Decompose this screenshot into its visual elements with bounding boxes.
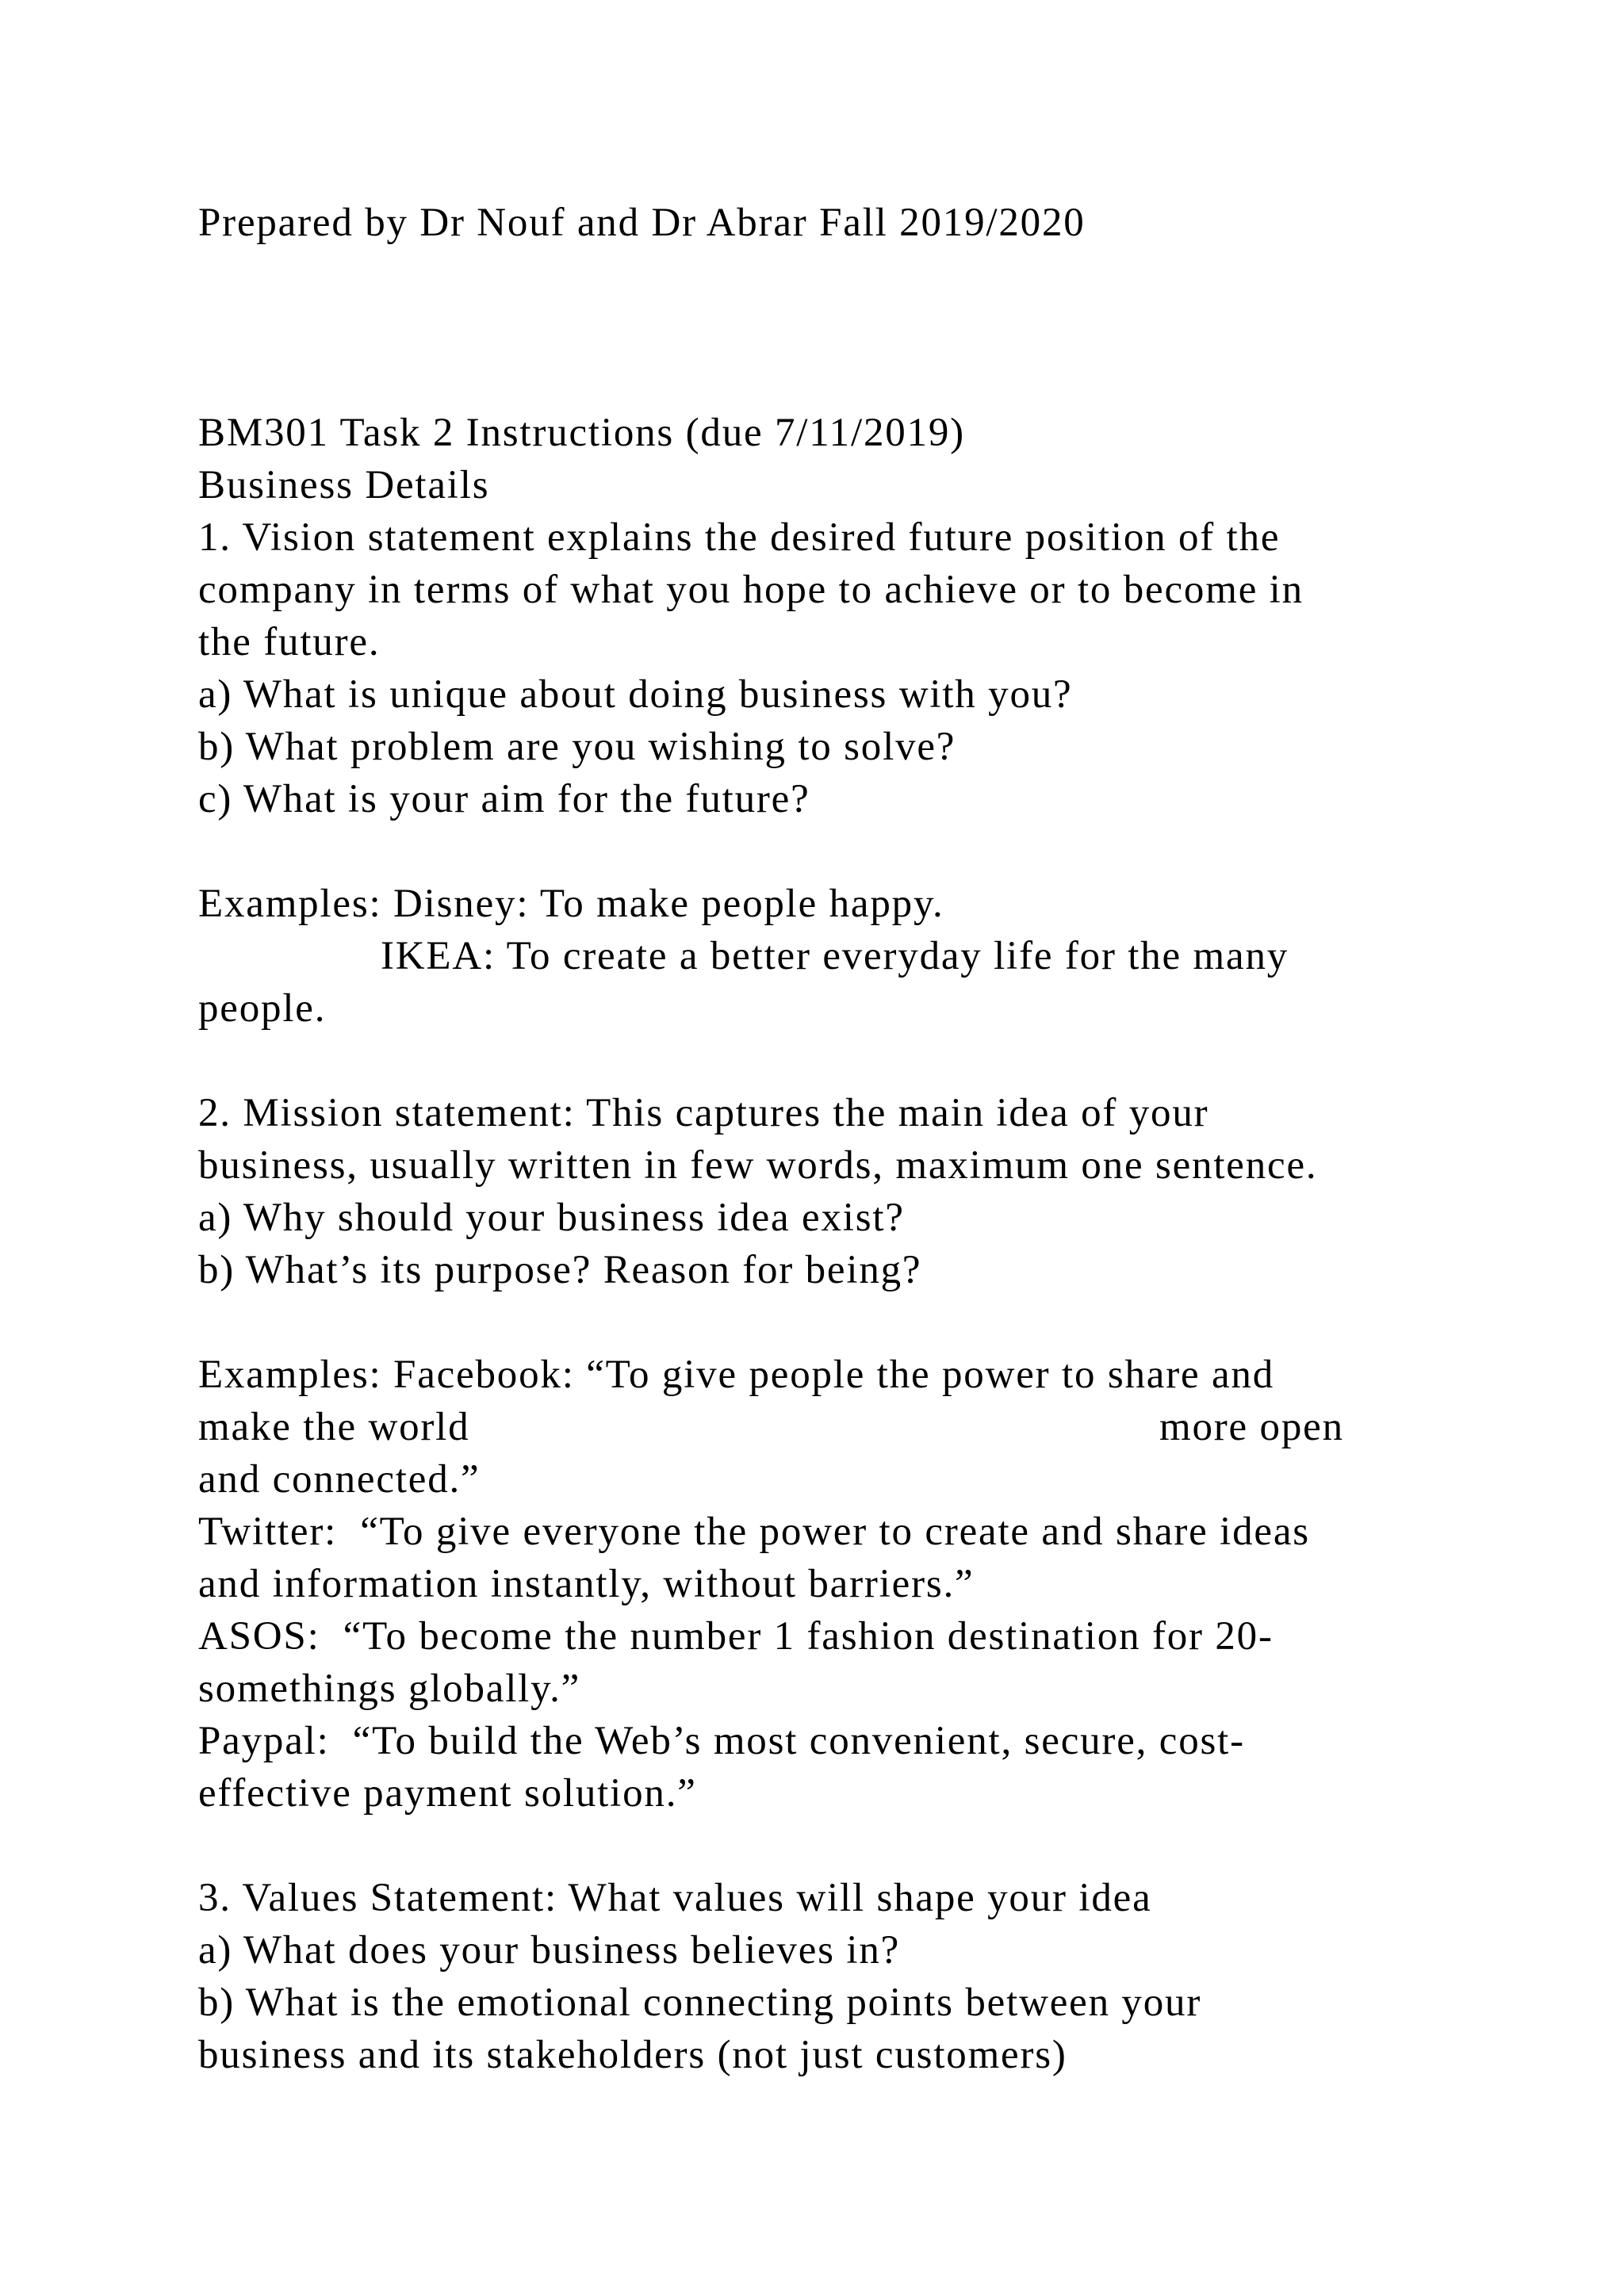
task-title: BM301 Task 2 Instructions (due 7/11/2019) — [198, 411, 965, 455]
mission-text-line-2: business, usually written in few words, maximum one sentence. — [198, 1143, 1318, 1188]
paypal-example-line-2: effective payment solution.” — [198, 1771, 697, 1816]
values-question-b-line-2: business and its stakeholders (not just customers) — [198, 2033, 1067, 2077]
vision-examples-line-3: people. — [198, 986, 327, 1031]
twitter-example-line-2: and information instantly, without barriers.” — [198, 1562, 975, 1606]
mission-question-a: a) Why should your business idea exist? — [198, 1196, 905, 1240]
mission-question-b: b) What’s its purpose? Reason for being? — [198, 1248, 922, 1292]
mission-examples-line-2b: more open — [1159, 1405, 1344, 1449]
values-text-line-1: 3. Values Statement: What values will shape your idea — [198, 1876, 1152, 1920]
prepared-by-line: Prepared by Dr Nouf and Dr Abrar Fall 2019/2020 — [198, 201, 1086, 245]
asos-example-line-1: ASOS: “To become the number 1 fashion destination for 20- — [198, 1614, 1274, 1659]
mission-examples-line-1: Examples: Facebook: “To give people the power to share and — [198, 1353, 1275, 1397]
asos-example-line-2: somethings globally.” — [198, 1667, 581, 1711]
values-question-b-line-1: b) What is the emotional connecting points between your — [198, 1980, 1202, 2025]
vision-examples-line-1: Examples: Disney: To make people happy. — [198, 882, 944, 926]
vision-question-c: c) What is your aim for the future? — [198, 777, 810, 821]
mission-text-line-1: 2. Mission statement: This captures the main idea of your — [198, 1091, 1209, 1135]
mission-examples-line-2a: make the world — [198, 1405, 470, 1449]
vision-question-b: b) What problem are you wishing to solve? — [198, 725, 956, 769]
values-question-a: a) What does your business believes in? — [198, 1928, 901, 1973]
mission-examples-line-3: and connected.” — [198, 1457, 481, 1502]
section-subtitle: Business Details — [198, 463, 490, 507]
vision-examples-line-2: IKEA: To create a better everyday life for the many — [381, 934, 1289, 978]
vision-text-line-2: company in terms of what you hope to achieve or to become in — [198, 568, 1304, 612]
vision-question-a: a) What is unique about doing business with you? — [198, 672, 1073, 717]
twitter-example-line-1: Twitter: “To give everyone the power to create and share ideas — [198, 1510, 1310, 1554]
vision-text-line-1: 1. Vision statement explains the desired future position of the — [198, 515, 1281, 560]
vision-text-line-3: the future. — [198, 620, 381, 664]
paypal-example-line-1: Paypal: “To build the Web’s most convenient, secure, cost- — [198, 1719, 1245, 1763]
